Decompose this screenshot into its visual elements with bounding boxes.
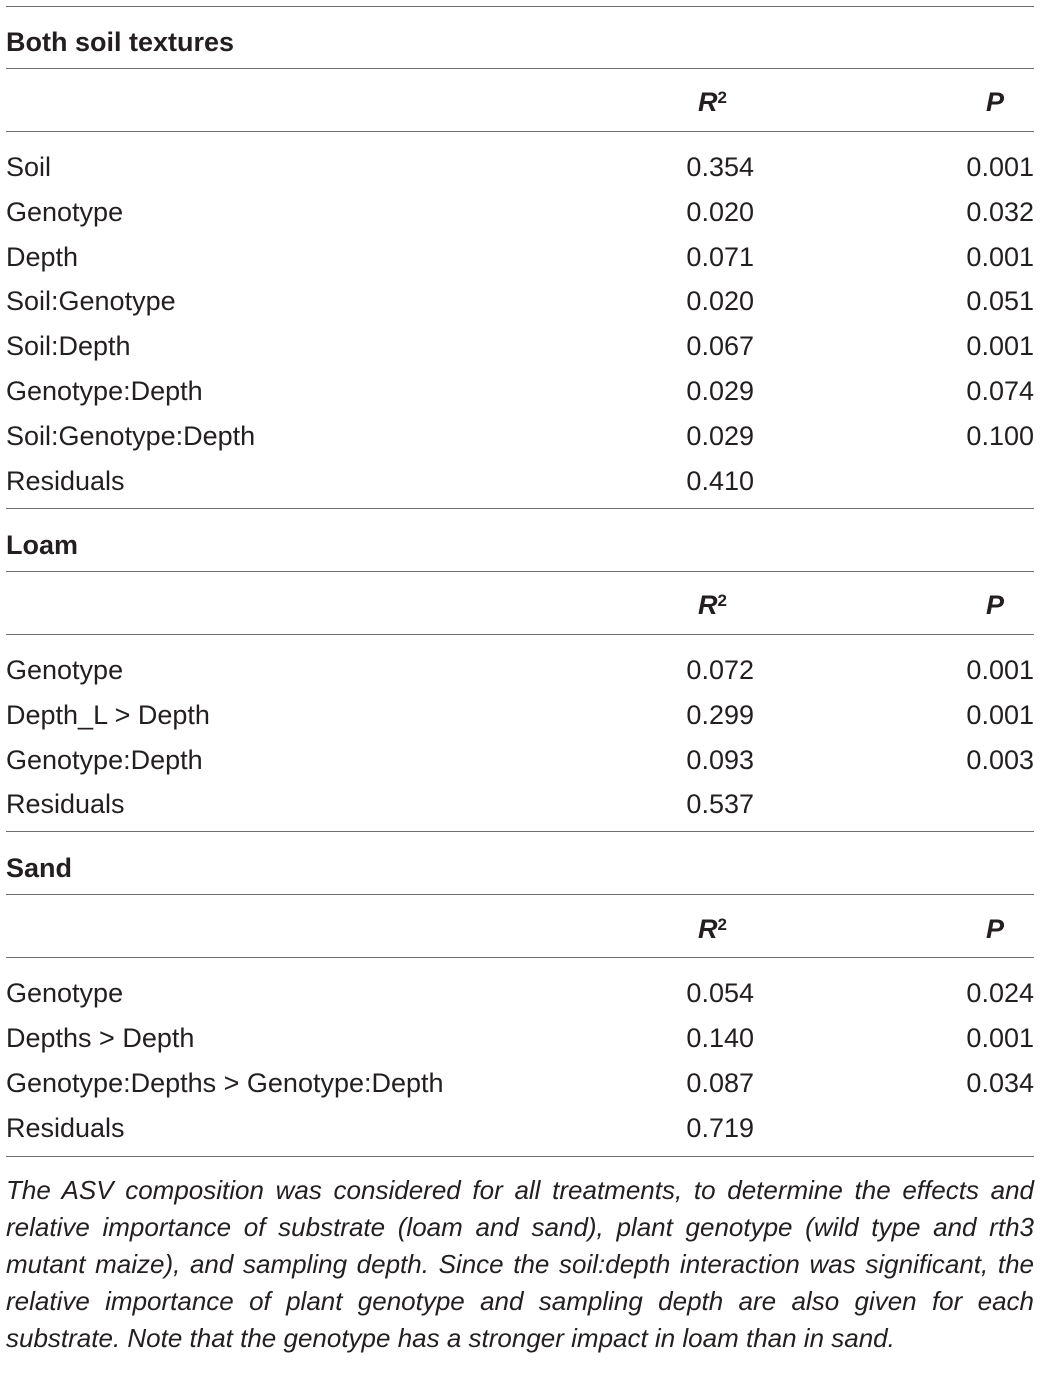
- header-rule: [6, 131, 1034, 132]
- table-caption: The ASV composition was considered for all treatments, to determine the effects and relative importance of substrate (loam and sand), plant genotype (wild type and rth3 mutant maize), and sampling depth. Since the soil:depth interaction was significant, the relative importance of plant genotype and sampling depth are also given for each substrate. Note that the genotype has a stronger impact in loam than in sand.: [6, 1175, 1034, 1353]
- header-p: P: [986, 590, 1005, 620]
- table-row: [6, 419, 1034, 453]
- row-p: 0.024: [966, 978, 1034, 1008]
- row-r2: 0.299: [686, 700, 754, 730]
- row-r2: 0.067: [686, 331, 754, 361]
- section-rule: [6, 508, 1034, 509]
- row-label: Depth: [6, 242, 79, 272]
- table-row: [6, 240, 1034, 274]
- table-row: [6, 653, 1034, 687]
- header-r2: $R^2$: [698, 87, 727, 117]
- row-p: 0.001: [966, 700, 1034, 730]
- table-row: [6, 1021, 1034, 1055]
- row-label: Soil:Depth: [6, 331, 131, 361]
- row-label: Residuals: [6, 1113, 125, 1143]
- row-label: Genotype:Depth: [6, 745, 203, 775]
- row-label: Residuals: [6, 466, 125, 496]
- row-r2: 0.087: [686, 1068, 754, 1098]
- section-rule: [6, 68, 1034, 69]
- row-label: Genotype: [6, 197, 124, 227]
- row-label: Genotype: [6, 978, 124, 1008]
- section-rule: [6, 894, 1034, 895]
- top-rule: [6, 6, 1034, 7]
- row-label: Depth_L > Depth: [6, 700, 210, 730]
- row-r2: 0.410: [686, 466, 754, 496]
- row-p: 0.100: [966, 421, 1034, 451]
- row-label: Soil:Genotype: [6, 286, 176, 316]
- row-label: Genotype:Depths > Genotype:Depth: [6, 1068, 444, 1098]
- header-rule: [6, 634, 1034, 635]
- row-label: Soil:Genotype:Depth: [6, 421, 256, 451]
- table-row: [6, 743, 1034, 777]
- row-r2: 0.029: [686, 421, 754, 451]
- row-label: Genotype:Depth: [6, 376, 203, 406]
- table-row: [6, 195, 1034, 229]
- row-p: 0.001: [966, 655, 1034, 685]
- row-p: 0.001: [966, 1023, 1034, 1053]
- table-row: [6, 464, 1034, 498]
- row-label: Genotype: [6, 655, 124, 685]
- row-r2: 0.020: [686, 197, 754, 227]
- header-p: P: [986, 87, 1005, 117]
- table-row: [6, 329, 1034, 363]
- row-p: 0.074: [966, 376, 1034, 406]
- row-p: 0.001: [966, 331, 1034, 361]
- table-row: [6, 150, 1034, 184]
- row-r2: 0.093: [686, 745, 754, 775]
- header-r2: $R^2$: [698, 590, 727, 620]
- section-rule: [6, 831, 1034, 832]
- row-p: 0.001: [966, 152, 1034, 182]
- table-row: [6, 284, 1034, 318]
- section-rule: [6, 571, 1034, 572]
- row-p: 0.051: [966, 286, 1034, 316]
- row-label: Residuals: [6, 789, 125, 819]
- section-title-both: Both soil textures: [6, 27, 235, 57]
- row-r2: 0.719: [686, 1113, 754, 1143]
- row-p: 0.003: [966, 745, 1034, 775]
- row-r2: 0.071: [686, 242, 754, 272]
- header-p: P: [986, 914, 1005, 944]
- table-row: [6, 374, 1034, 408]
- row-r2: 0.072: [686, 655, 754, 685]
- row-r2: 0.054: [686, 978, 754, 1008]
- header-rule: [6, 957, 1034, 958]
- row-p: 0.034: [966, 1068, 1034, 1098]
- row-r2: 0.020: [686, 286, 754, 316]
- section-title-loam: Loam: [6, 530, 79, 560]
- table-row: [6, 787, 1034, 821]
- table-row: [6, 698, 1034, 732]
- row-p: 0.032: [966, 197, 1034, 227]
- row-r2: 0.140: [686, 1023, 754, 1053]
- row-r2: 0.537: [686, 789, 754, 819]
- table-row: [6, 1066, 1034, 1100]
- row-label: Depths > Depth: [6, 1023, 195, 1053]
- section-title-sand: Sand: [6, 853, 73, 883]
- row-p: 0.001: [966, 242, 1034, 272]
- table-row: [6, 1111, 1034, 1145]
- row-r2: 0.029: [686, 376, 754, 406]
- header-r2: $R^2$: [698, 914, 727, 944]
- row-r2: 0.354: [686, 152, 754, 182]
- row-label: Soil: [6, 152, 52, 182]
- table-row: [6, 976, 1034, 1010]
- bottom-rule: [6, 1156, 1034, 1157]
